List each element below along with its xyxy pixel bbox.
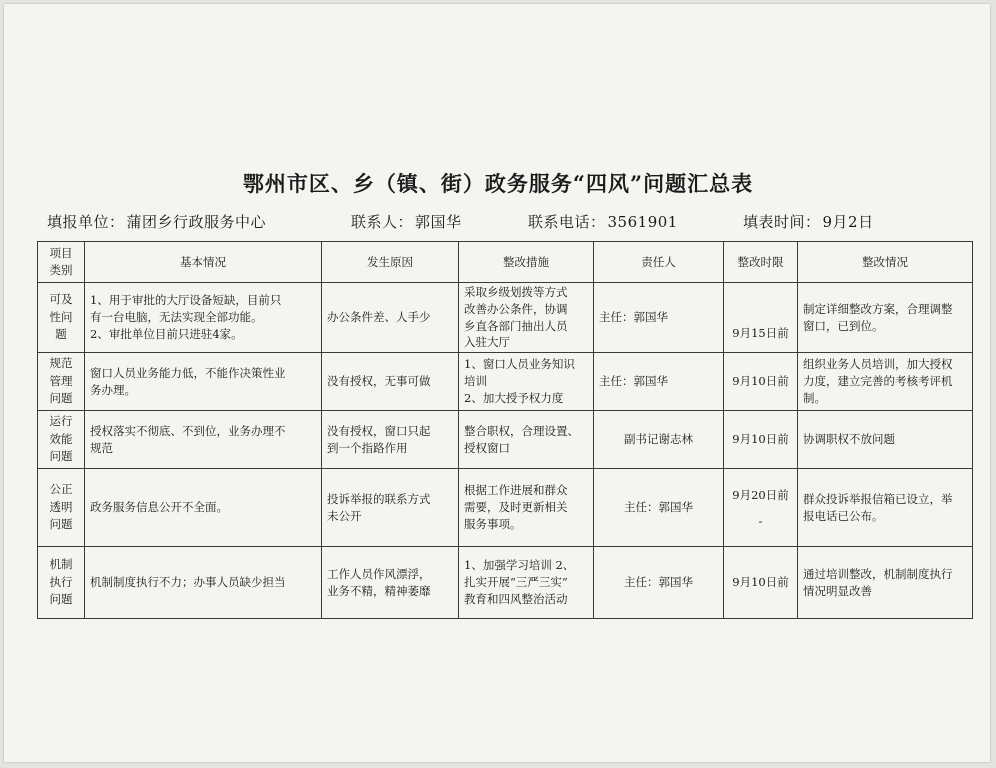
row-cause [322,547,459,619]
row-cause [322,411,459,469]
header-deadline: 整改时限 [724,242,798,283]
row-category-line: 公正 [49,481,73,496]
row-result-line: 群众投诉举报信箱已设立，举 [803,491,953,506]
row-result [798,411,973,469]
row-deadline-value: 9月20日前 [732,488,789,503]
row-responsible: 副书记谢志林 [594,411,724,469]
row-responsible: 主任：郭国华 [594,353,724,411]
row-deadline: 9月15日前 [724,283,798,353]
row-cause-line: 到一个指路作用 [327,440,408,455]
row-result-line: 情况明显改善 [803,583,872,598]
header-result: 整改情况 [798,242,973,283]
row-situation-line: 有一台电脑，无法实现全部功能。 [90,310,263,325]
row-result-line: 力度，建立完善的考核考评机 [803,374,953,389]
row-result-line: 通过培训整改，机制制度执行 [803,566,953,581]
table-row [38,469,973,547]
reporting-unit-label: 填报单位： [47,213,125,231]
row-measures-line: 1、加强学习培训 2、 [464,558,575,573]
header-cause: 发生原因 [322,242,459,283]
row-category [38,283,85,353]
row-cause-line: 没有授权，窗口只起 [327,423,431,438]
row-category-line: 可及 [49,291,73,306]
row-result-line: 制。 [803,390,826,405]
contact-person-value: 郭国华 [415,213,462,231]
row-category-line: 题 [55,327,67,342]
table-row [38,353,973,411]
table-row [38,547,973,619]
fill-date-value: 9月2日 [822,213,874,231]
row-situation-line: 务办理。 [90,382,136,397]
fill-date [743,211,874,232]
header-situation: 基本情况 [85,242,322,283]
table-header-row [38,242,973,283]
row-situation [85,411,322,469]
row-result-line: 窗口，已到位。 [803,318,884,333]
row-measures-line: 需要，及时更新相关 [464,500,568,515]
document-title: 鄂州市区、乡（镇、街）政务服务“四风”问题汇总表 [242,171,754,196]
row-category-line: 管理 [49,373,73,388]
header-category [38,242,85,283]
row-situation [85,283,322,353]
contact-person-label: 联系人： [351,213,414,231]
row-situation [85,547,322,619]
row-measures-line: 乡直各部门抽出人员 [464,318,568,333]
row-category-line: 问题 [49,391,73,406]
row-measures [459,411,594,469]
contact-phone-value: 3561901 [607,213,678,231]
row-measures-line: 扎实开展“三严三实” [464,575,568,590]
summary-table [37,241,973,619]
row-responsible: 主任：郭国华 [594,547,724,619]
row-measures-line: 2、加大授予权力度 [464,390,564,405]
fill-date-label: 填表时间： [743,213,821,231]
row-category-line: 规范 [49,355,73,370]
contact-phone-label: 联系电话： [528,213,606,231]
header-responsible: 责任人 [594,242,724,283]
row-cause [322,353,459,411]
reporting-unit-value: 蒲团乡行政服务中心 [126,213,267,231]
row-cause-line: 未公开 [327,508,362,523]
row-measures-line: 根据工作进展和群众 [464,483,568,498]
row-category [38,547,85,619]
table-row [38,411,973,469]
row-deadline: 9月10日前 [724,353,798,411]
row-situation-line: 政务服务信息公开不全面。 [90,500,228,515]
row-category [38,411,85,469]
row-measures-line: 整合职权，合理设置、 [464,423,579,438]
row-result-line: 报电话已公布。 [803,508,884,523]
row-situation [85,469,322,547]
row-situation-line: 窗口人员业务能力低，不能作决策性业 [90,365,286,380]
row-result-line: 协调职权不放问题 [803,432,895,447]
row-result-line: 制定详细整改方案，合理调整 [803,301,953,316]
header-category-line: 项目 [49,246,73,261]
row-category-line: 问题 [49,449,73,464]
row-result [798,283,973,353]
contact-person [351,211,462,232]
row-measures-line: 采取乡级划拨等方式 [464,285,568,300]
row-category-line: 性问 [49,309,73,324]
row-situation-line: 机制制度执行不力；办事人员缺少担当 [90,575,286,590]
row-result [798,547,973,619]
row-measures-line: 教育和四风整治活动 [464,591,568,606]
row-cause-line: 办公条件差、人手少 [327,310,431,325]
row-category [38,353,85,411]
row-measures-line: 授权窗口 [464,440,510,455]
row-result [798,469,973,547]
row-deadline-mark: - [758,514,763,529]
contact-phone [528,211,678,232]
row-category-line: 效能 [49,431,73,446]
row-situation [85,353,322,411]
row-deadline [724,469,798,547]
row-category-line: 问题 [49,592,73,607]
row-cause-line: 没有授权，无事可做 [327,374,431,389]
row-responsible: 主任：郭国华 [594,283,724,353]
row-category [38,469,85,547]
row-measures-line: 服务事项。 [464,516,522,531]
row-category-line: 执行 [49,574,73,589]
row-measures-line: 1、窗口人员业务知识 [464,357,575,372]
row-cause-line: 业务不精，精神萎靡 [327,583,431,598]
row-category-line: 透明 [49,499,73,514]
row-situation-line: 2、审批单位目前只进驻4家。 [90,326,243,341]
row-measures-line: 改善办公条件，协调 [464,301,568,316]
row-measures-line: 培训 [464,374,487,389]
row-measures [459,469,594,547]
row-measures [459,353,594,411]
row-cause [322,283,459,353]
row-deadline: 9月10日前 [724,411,798,469]
row-situation-line: 规范 [90,440,113,455]
row-category-line: 问题 [49,517,73,532]
row-result-line: 组织业务人员培训，加大授权 [803,357,953,372]
row-deadline: 9月10日前 [724,547,798,619]
row-responsible: 主任：郭国华 [594,469,724,547]
reporting-unit [47,211,266,232]
row-measures [459,283,594,353]
row-category-line: 运行 [49,413,73,428]
table-row [38,283,973,353]
row-situation-line: 1、用于审批的大厅设备短缺，目前只 [90,293,282,308]
row-situation-line: 授权落实不彻底、不到位，业务办理不 [90,423,286,438]
row-result [798,353,973,411]
header-measures: 整改措施 [459,242,594,283]
row-measures [459,547,594,619]
row-cause-line: 工作人员作风漂浮， [327,566,431,581]
header-category-line: 类别 [49,263,73,277]
row-cause-line: 投诉举报的联系方式 [327,491,431,506]
row-measures-line: 入驻大厅 [464,335,510,350]
row-cause [322,469,459,547]
row-category-line: 机制 [49,556,73,571]
